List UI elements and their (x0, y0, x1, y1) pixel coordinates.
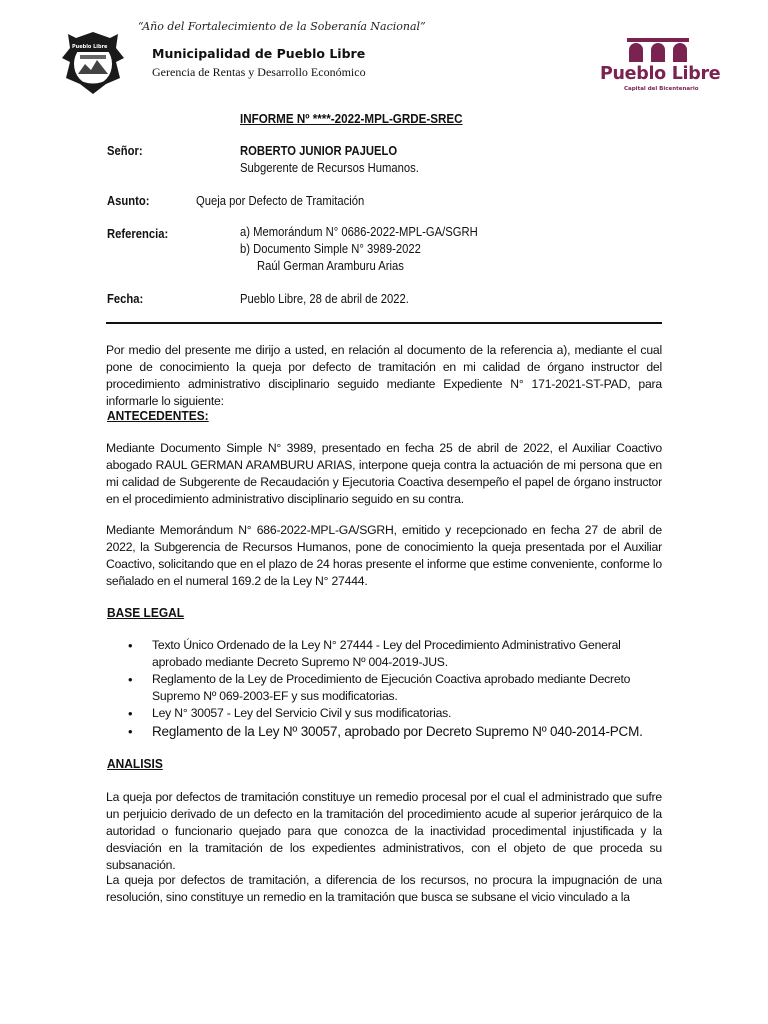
institution-name: Municipalidad de Pueblo Libre (152, 46, 366, 61)
report-title: INFORME Nº ****-2022-MPL-GRDE-SREC (240, 112, 463, 126)
list-item: • Texto Único Ordenado de la Ley N° 27444 - Ley del Procedimiento Administrativo General aprobado mediante Decreto Supremo Nº 004-2019-JUS. (128, 637, 668, 671)
list-item: • Reglamento de la Ley de Procedimiento de Ejecución Coactiva aprobado mediante Decreto Supremo Nº 069-2003-EF y sus modificatorias. (128, 671, 668, 705)
date-label: Fecha: (107, 292, 144, 306)
list-item: • Reglamento de la Ley Nº 30057, aprobado por Decreto Supremo Nº 040-2014-PCM. (128, 722, 668, 742)
base-legal-heading: BASE LEGAL (107, 605, 185, 620)
antecedentes-paragraph: Mediante Documento Simple N° 3989, presentado en fecha 25 de abril de 2022, el Auxiliar Coactivo abogado RAUL GERMAN ARAMBURU ARIAS, interpone queja contra la actuación de mi persona que en mi calidad de Subgerente de Recaudación y Ejecutoria Coactiva desempeño el papel de órgano instructor en el procedimiento administrativo disciplinario seguido en su contra. (106, 441, 662, 506)
crest-label: Pueblo Libre (72, 44, 108, 50)
analisis-paragraph: La queja por defectos de tramitación constituye un remedio procesal por el cual el administrado que sufre un perjuicio derivado de un defecto en la tramitación del procedimiento acude al superior jerárquico de la autoridad o funcionario quejado para que conozca de la inactividad procedimental injustificada y la desviación en la tramitación de los expedientes administrativos, con el objeto de que proceda su subsanación. (106, 790, 662, 872)
base-legal-list (128, 637, 668, 742)
antecedentes-paragraph: Mediante Memorándum N° 686-2022-MPL-GA/SGRH, emitido y recepcionado en fecha 27 de abril de 2022, la Subgerencia de Recursos Humanos, pone de conocimiento la queja presentada por el Auxiliar Coactivo, solicitando que en el plazo de 24 horas presente el informe que estime conveniente, conforme lo señalado en el numeral 169.2 de la Ley N° 27444. (106, 523, 662, 588)
analisis-heading: ANALISIS (107, 756, 163, 771)
to-name: ROBERTO JUNIOR PAJUELO (240, 144, 398, 158)
to-label: Señor: (107, 144, 143, 158)
antecedentes-heading: ANTECEDENTES: (107, 408, 209, 423)
intro-paragraph: Por medio del presente me dirijo a usted, en relación al documento de la referencia a), mediante el cual pone de conocimiento la queja por defecto de tramitación en mi calidad de órgano instructor del procedimiento administrativo disciplinario seguido mediante Expediente N° 171-2021-ST-PAD, para informarle lo siguiente: (106, 343, 662, 408)
divider (106, 322, 662, 324)
analisis-paragraph: La queja por defectos de tramitación, a diferencia de los recursos, no procura la impugnación de una resolución, sino constituye un remedio en la tramitación que busca se subsane el vicio vinculado a la (106, 873, 662, 904)
reference-item: a) Memorándum N° 0686-2022-MPL-GA/SGRH (240, 225, 478, 239)
municipal-crest-icon (58, 28, 128, 98)
brand-name: Pueblo Libre (600, 64, 721, 84)
department-name: Gerencia de Rentas y Desarrollo Económico (152, 65, 366, 79)
subject-label: Asunto: (107, 194, 150, 208)
reference-item: Raúl German Aramburu Arias (257, 259, 404, 273)
subject-value: Queja por Defecto de Tramitación (196, 194, 365, 208)
year-motto: “Año del Fortalecimiento de la Soberanía Nacional” (138, 20, 426, 33)
brand-tagline: Capital del Bicentenario (624, 86, 699, 92)
reference-item: b) Documento Simple N° 3989-2022 (240, 242, 421, 256)
list-item: • Ley N° 30057 - Ley del Servicio Civil y sus modificatorias. (128, 705, 668, 722)
to-role: Subgerente de Recursos Humanos. (240, 161, 419, 175)
reference-label: Referencia: (107, 227, 169, 241)
date-value: Pueblo Libre, 28 de abril de 2022. (240, 292, 409, 306)
